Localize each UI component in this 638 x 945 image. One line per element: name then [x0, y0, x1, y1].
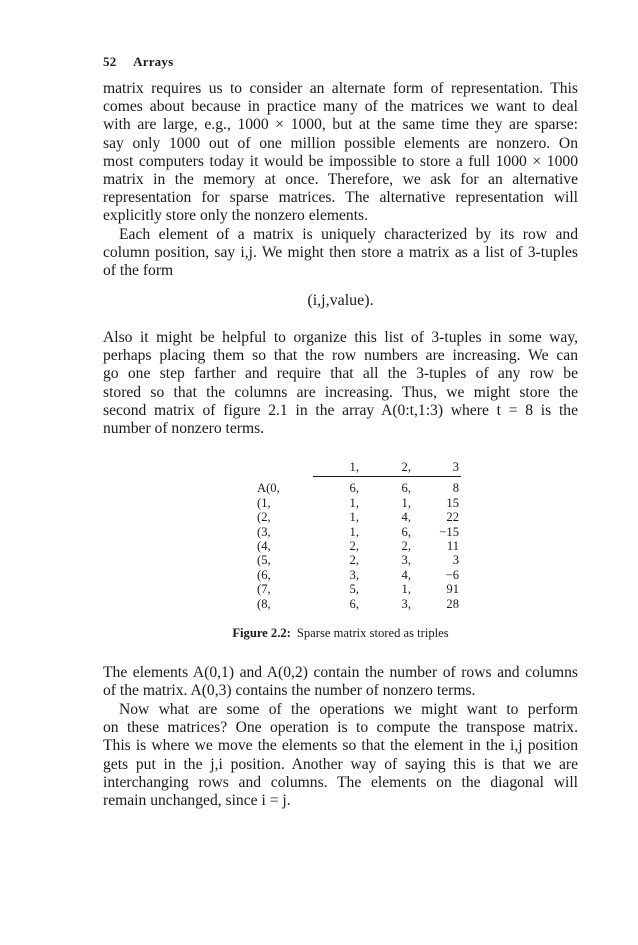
table-cell: 1,	[349, 495, 359, 510]
table-row	[253, 525, 461, 539]
table-cell: 1,	[401, 495, 411, 510]
text-line: comes about because in practice many of the matrices we want to deal	[103, 98, 578, 116]
row-label: (2,	[257, 510, 271, 525]
running-head	[103, 54, 173, 70]
table-cell: 3,	[349, 567, 359, 582]
table-row	[253, 568, 461, 582]
table-cell: 2,	[349, 553, 359, 568]
text-line: interchanging rows and columns. The elements on the diagonal will	[103, 773, 578, 791]
text-line: number of nonzero terms.	[103, 420, 265, 438]
column-header: 3	[417, 460, 461, 477]
text-line: This is where we move the elements so that the element in the i,j position	[103, 737, 578, 755]
table-cell: 91	[446, 582, 459, 597]
table-cell: 3,	[401, 596, 411, 611]
row-label: (3,	[257, 524, 271, 539]
figure-caption	[103, 626, 578, 641]
text-line: column position, say i,j. We might then store a matrix as a list of 3-tuples	[103, 244, 578, 262]
text-line: gets put in the j,i position. Another way of saying this is that we are	[103, 755, 578, 773]
paragraph-1	[103, 80, 578, 226]
paragraph-4	[103, 664, 578, 700]
table-cell: 1,	[349, 510, 359, 525]
table-cell: 6,	[401, 481, 411, 496]
table-cell: 6,	[349, 481, 359, 496]
table-cell: 4,	[401, 510, 411, 525]
sparse-matrix-table	[253, 460, 461, 611]
column-header: 2,	[365, 460, 417, 477]
paragraph-3	[103, 329, 578, 438]
text-line: perhaps placing them so that the row numbers are increasing. We can	[103, 347, 578, 365]
table-cell: −15	[439, 524, 459, 539]
text-line: say only 1000 out of one million possible elements are nonzero. On	[103, 134, 578, 152]
table-cell: 15	[446, 495, 459, 510]
table-row	[253, 597, 461, 611]
text-line: of the form	[103, 262, 174, 280]
row-label: (7,	[257, 582, 271, 597]
row-label: (4,	[257, 539, 271, 554]
table-header-row	[253, 460, 461, 477]
table-cell: 6,	[401, 524, 411, 539]
text-line: remain unchanged, since i = j.	[103, 792, 291, 810]
table-row	[253, 477, 461, 496]
table-cell: 22	[446, 510, 459, 525]
text-line: go one step farther and require that all the 3-tuples of any row be	[103, 365, 578, 383]
table-row	[253, 510, 461, 524]
text-line: Now what are some of the operations we might want to perform	[119, 701, 578, 718]
table-cell: 11	[446, 539, 459, 554]
table-cell: 3	[452, 553, 459, 568]
table-row	[253, 553, 461, 567]
text-line: second matrix of figure 2.1 in the array A(0:t,1:3) where t = 8 is the	[103, 401, 578, 419]
table-cell: −6	[445, 567, 459, 582]
table-row	[253, 496, 461, 510]
table-cell: 1,	[401, 582, 411, 597]
running-title: Arrays	[133, 54, 174, 69]
table-cell: 4,	[401, 567, 411, 582]
page-number: 52	[103, 54, 117, 69]
text-line: Each element of a matrix is uniquely characterized by its row and	[119, 226, 578, 243]
table-cell: 2,	[349, 539, 359, 554]
table-cell: 8	[452, 481, 459, 496]
row-label: (1,	[257, 495, 271, 510]
table-cell: 6,	[349, 596, 359, 611]
paragraph-5	[103, 701, 578, 810]
text-line: matrix in the memory at once. Therefore, we ask for an alternative	[103, 171, 578, 189]
row-label: (8,	[257, 596, 271, 611]
table-cell: 5,	[349, 582, 359, 597]
text-line: representation for sparse matrices. The alternative representation will	[103, 189, 578, 207]
row-label: A(0,	[257, 481, 280, 496]
text-line: matrix requires us to consider an alternate form of representation. This	[103, 80, 578, 97]
text-line: The elements A(0,1) and A(0,2) contain the number of rows and columns	[103, 664, 578, 681]
text-line: of the matrix. A(0,3) contains the number of nonzero terms.	[103, 682, 476, 700]
table-row	[253, 582, 461, 596]
table-row	[253, 539, 461, 553]
tuple-formula: (i,j,value).	[307, 292, 374, 309]
row-label: (6,	[257, 567, 271, 582]
figure-label: Figure 2.2:	[232, 626, 291, 640]
text-line: explicitly store only the nonzero elements.	[103, 207, 369, 225]
text-line: stored so that the columns are increasing. Thus, we might store the	[103, 383, 578, 401]
table-cell: 1,	[349, 524, 359, 539]
table-cell: 2,	[401, 539, 411, 554]
table-cell: 28	[446, 596, 459, 611]
column-header: 1,	[313, 460, 365, 477]
text-line: on these matrices? One operation is to compute the transpose matrix.	[103, 719, 578, 737]
table-cell: 3,	[401, 553, 411, 568]
text-line: most computers today it would be impossible to store a full 1000 × 1000	[103, 152, 578, 170]
figure-caption-text: Sparse matrix stored as triples	[296, 626, 449, 640]
text-line: with are large, e.g., 1000 × 1000, but at the same time they are sparse:	[103, 116, 578, 134]
text-line: Also it might be helpful to organize this list of 3-tuples in some way,	[103, 329, 578, 346]
row-label: (5,	[257, 553, 271, 568]
paragraph-2	[103, 226, 578, 281]
